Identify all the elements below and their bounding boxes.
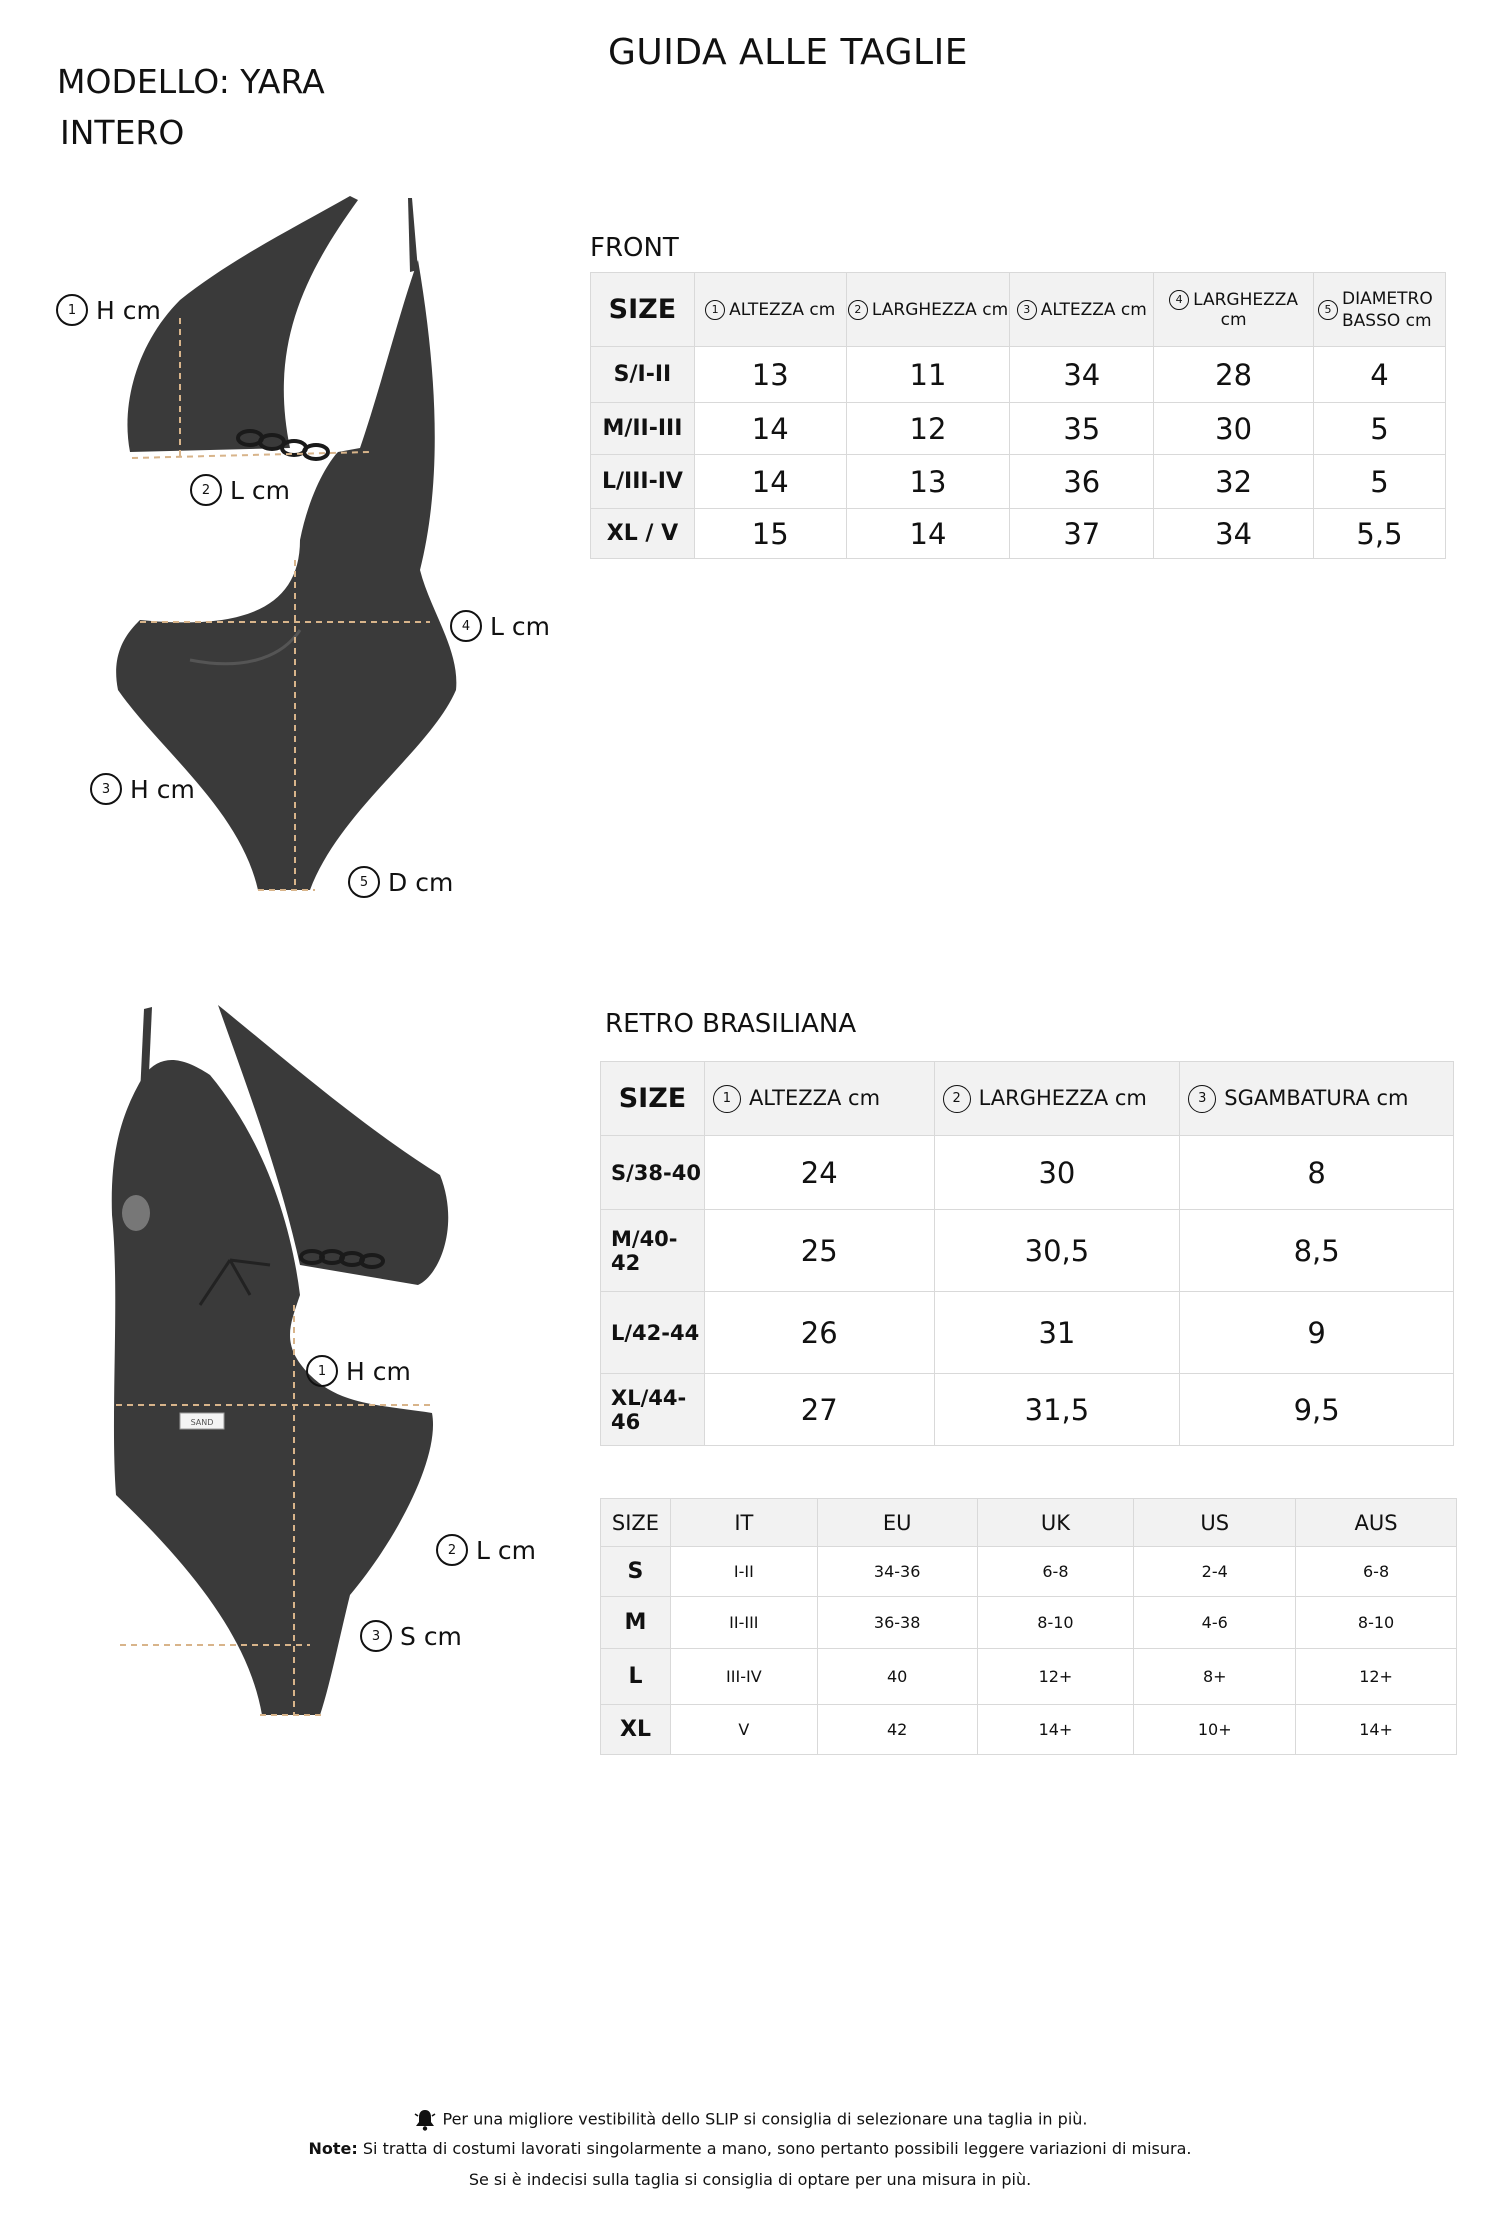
circled-number-icon: 1: [306, 1355, 338, 1387]
circled-number-icon: 5: [1318, 300, 1338, 320]
back-measure-3: 3 S cm: [360, 1620, 462, 1652]
column-header: AUS: [1296, 1499, 1457, 1547]
table-row: XL/44-46 27 31,5 9,5: [601, 1374, 1454, 1446]
table-row: M/40-42 25 30,5 8,5: [601, 1210, 1454, 1292]
back-measure-1: 1 H cm: [306, 1355, 411, 1387]
column-header: 4 LARGHEZZA cm: [1154, 273, 1314, 347]
circled-number-icon: 5: [348, 866, 380, 898]
table-header-row: [591, 273, 1446, 347]
table-row: S/I-II 13 11 34 28 4: [591, 347, 1446, 403]
table-row: L/III-IV 14 13 36 32 5: [591, 455, 1446, 509]
front-measure-4: 4 L cm: [450, 610, 550, 642]
front-measure-2: 2 L cm: [190, 474, 290, 506]
circled-number-icon: 3: [90, 773, 122, 805]
table-row: M II-III 36-38 8-10 4-6 8-10: [601, 1597, 1457, 1649]
table-row: L III-IV 40 12+ 8+ 12+: [601, 1649, 1457, 1705]
note-size-advice: Se si è indecisi sulla taglia si consiglia di optare per una misura in più.: [468, 2170, 1032, 2189]
back-size-table: [600, 1061, 1454, 1446]
column-header: SIZE: [601, 1062, 705, 1136]
table-row: M/II-III 14 12 35 30 5: [591, 403, 1446, 455]
column-header: SIZE: [591, 273, 695, 347]
circled-number-icon: 3: [1188, 1085, 1216, 1113]
circled-number-icon: 3: [1017, 300, 1037, 320]
note-slip: Per una migliore vestibilità dello SLIP si consiglia di selezionare una taglia in più.: [0, 2108, 1500, 2132]
circled-number-icon: 3: [360, 1620, 392, 1652]
column-header: 1 ALTEZZA cm: [704, 1062, 934, 1136]
note-handmade: Note: Si tratta di costumi lavorati singolarmente a mano, sono pertanto possibili leggere variazioni di misura.: [308, 2139, 1192, 2158]
model-name: MODELLO: YARA: [57, 62, 325, 101]
page-title: GUIDA ALLE TAGLIE: [608, 32, 968, 73]
circled-number-icon: 4: [1169, 290, 1189, 310]
front-measure-5: 5 D cm: [348, 866, 453, 898]
front-section-title: FRONT: [590, 233, 679, 263]
back-section-title: RETRO BRASILIANA: [605, 1009, 857, 1039]
table-row: S I-II 34-36 6-8 2-4 6-8: [601, 1547, 1457, 1597]
circled-number-icon: 2: [848, 300, 868, 320]
bell-icon: [413, 2108, 437, 2132]
brand-tag-text: SAND: [190, 1418, 214, 1427]
circled-number-icon: 1: [713, 1085, 741, 1113]
column-header: 3 ALTEZZA cm: [1010, 273, 1154, 347]
column-header: US: [1134, 1499, 1296, 1547]
circled-number-icon: 2: [943, 1085, 971, 1113]
table-row: S/38-40 24 30 8: [601, 1136, 1454, 1210]
table-header-row: [601, 1499, 1457, 1547]
circled-number-icon: 1: [56, 294, 88, 326]
column-header: 1 ALTEZZA cm: [694, 273, 846, 347]
back-swimsuit-illustration: [100, 995, 500, 1725]
column-header: 5 DIAMETRO BASSO cm: [1313, 273, 1445, 347]
table-row: XL / V 15 14 37 34 5,5: [591, 509, 1446, 559]
column-header: EU: [817, 1499, 977, 1547]
table-row: XL V 42 14+ 10+ 14+: [601, 1705, 1457, 1755]
column-header: 2 LARGHEZZA cm: [846, 273, 1010, 347]
circled-number-icon: 4: [450, 610, 482, 642]
table-row: L/42-44 26 31 9: [601, 1292, 1454, 1374]
front-measure-1: 1 H cm: [56, 294, 161, 326]
column-header: UK: [977, 1499, 1134, 1547]
column-header: SIZE: [601, 1499, 671, 1547]
circled-number-icon: 2: [436, 1534, 468, 1566]
front-measure-3: 3 H cm: [90, 773, 195, 805]
column-header: IT: [670, 1499, 817, 1547]
column-header: 3 SGAMBATURA cm: [1180, 1062, 1454, 1136]
model-type: INTERO: [60, 113, 185, 152]
back-measure-2: 2 L cm: [436, 1534, 536, 1566]
column-header: 2 LARGHEZZA cm: [934, 1062, 1180, 1136]
circled-number-icon: 2: [190, 474, 222, 506]
front-size-table: [590, 272, 1446, 559]
size-conversion-table: [600, 1498, 1457, 1755]
table-header-row: [601, 1062, 1454, 1136]
circled-number-icon: 1: [705, 300, 725, 320]
